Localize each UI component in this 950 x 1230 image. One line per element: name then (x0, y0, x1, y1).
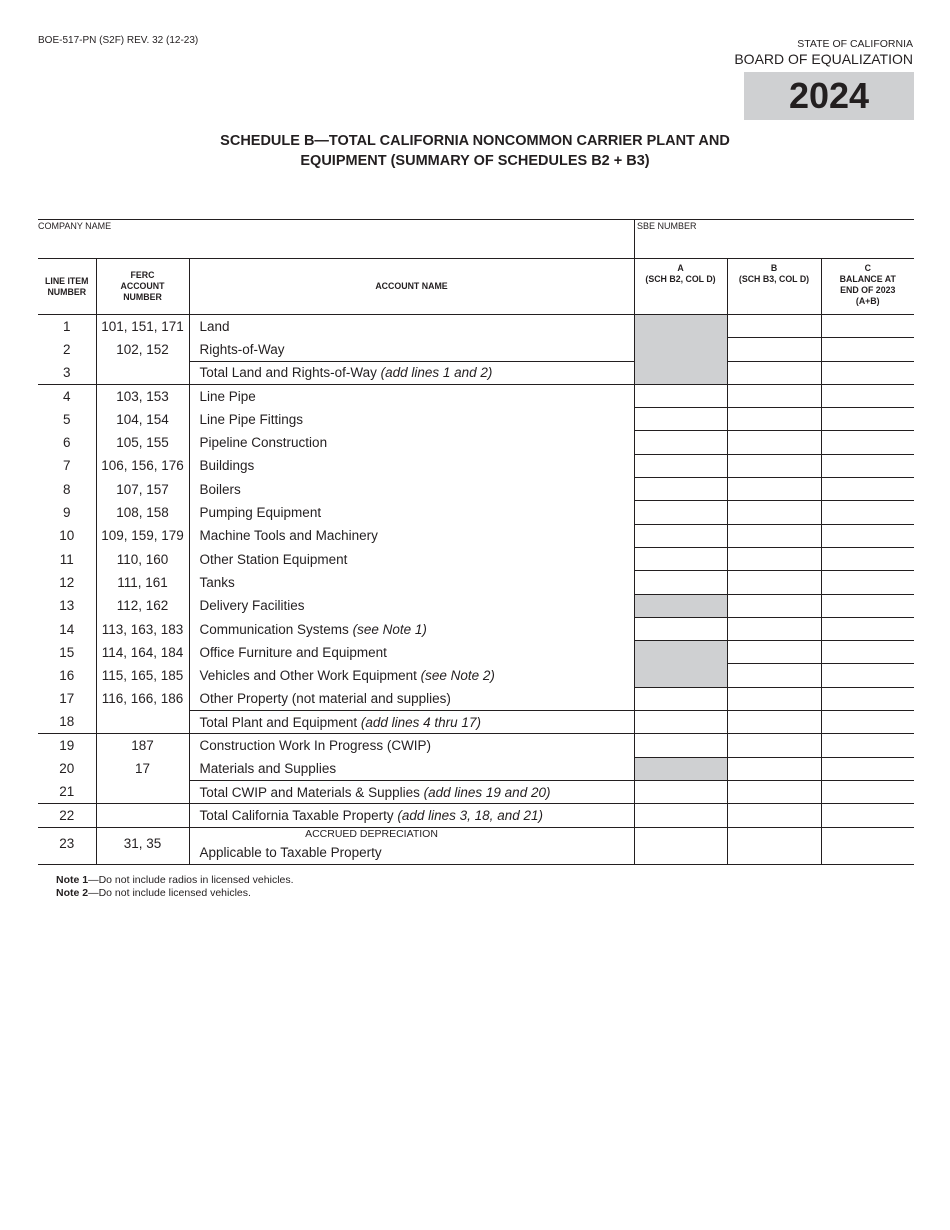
ferc-account: 187 (96, 734, 189, 757)
col-b-input[interactable] (727, 524, 821, 547)
ferc-account: 113, 163, 183 (96, 617, 189, 640)
line-number: 8 (62, 481, 71, 497)
table-row (38, 617, 914, 640)
line-number: 11 (59, 551, 74, 567)
col-a-input[interactable] (634, 571, 727, 594)
line-number: 7 (62, 458, 71, 474)
col-c-input[interactable] (821, 431, 914, 454)
ferc-account: 111, 161 (96, 571, 189, 594)
table-row (38, 804, 914, 827)
account-name: Office Furniture and Equipment (189, 641, 634, 664)
account-name: Total California Taxable Property (add lines 3, 18, and 21) (189, 804, 634, 827)
col-b-input[interactable] (727, 827, 821, 864)
col-c-input[interactable] (821, 804, 914, 827)
sbe-number-field[interactable] (634, 220, 697, 260)
table-row (38, 734, 914, 757)
account-name: Line Pipe Fittings (189, 408, 634, 431)
table-row (38, 361, 914, 384)
col-a-input[interactable] (634, 408, 727, 431)
line-number: 15 (59, 644, 75, 660)
ferc-account: 109, 159, 179 (96, 524, 189, 547)
line-number: 21 (38, 780, 96, 803)
col-c-input[interactable] (821, 617, 914, 640)
account-name: Communication Systems (see Note 1) (189, 617, 634, 640)
year-box: 2024 (744, 72, 914, 120)
col-b-input[interactable] (727, 594, 821, 617)
title-line-1: SCHEDULE B—TOTAL CALIFORNIA NONCOMMON CARRIER PLANT AND (220, 133, 730, 149)
col-c-input[interactable] (821, 408, 914, 431)
ferc-account (96, 711, 189, 734)
table-row (38, 524, 914, 547)
title-line-2: EQUIPMENT (SUMMARY OF SCHEDULES B2 + B3) (300, 153, 650, 169)
board-label: BOARD OF EQUALIZATION (734, 51, 913, 67)
line-number: 22 (38, 804, 96, 827)
note-1: Note 1—Do not include radios in licensed vehicles. (56, 874, 294, 886)
col-line-item-header: LINE ITEM NUMBER (38, 259, 96, 315)
col-b-input[interactable] (727, 687, 821, 710)
col-b-input[interactable] (727, 361, 821, 384)
col-c-input[interactable] (821, 384, 914, 407)
col-a-input[interactable] (634, 384, 727, 407)
col-a-input[interactable] (634, 501, 727, 524)
ferc-account: 112, 162 (96, 594, 189, 617)
account-name: Total Land and Rights-of-Way (add lines 1 and 2) (189, 361, 634, 384)
col-c-input[interactable] (821, 711, 914, 734)
col-a-header: A (SCH B2, COL D) (634, 259, 727, 315)
line-number: 6 (62, 435, 71, 451)
table-row (38, 664, 914, 687)
col-b-input[interactable] (727, 780, 821, 803)
line-number: 23 (38, 827, 96, 864)
col-a-input[interactable] (634, 547, 727, 570)
col-c-input[interactable] (821, 641, 914, 664)
line-number: 13 (59, 598, 75, 614)
col-c-input[interactable] (821, 361, 914, 384)
table-row (38, 641, 914, 664)
ferc-account: 115, 165, 185 (96, 664, 189, 687)
col-a-input (634, 594, 727, 617)
ferc-account: 104, 154 (96, 408, 189, 431)
line-number: 3 (38, 361, 96, 384)
line-number: 2 (62, 341, 71, 357)
page-title (150, 131, 800, 171)
line-number: 5 (62, 411, 71, 427)
col-a-input (634, 315, 727, 338)
ferc-account: 114, 164, 184 (96, 641, 189, 664)
ferc-account (96, 780, 189, 803)
col-a-input[interactable] (634, 454, 727, 477)
account-name: Vehicles and Other Work Equipment (see Note 2) (189, 664, 634, 687)
account-name: Other Property (not material and supplies) (189, 687, 634, 710)
table-row (38, 315, 914, 338)
table-row (38, 384, 914, 407)
table-row (38, 827, 914, 864)
ferc-account: 107, 157 (96, 478, 189, 501)
col-c-input[interactable] (821, 454, 914, 477)
table-row (38, 780, 914, 803)
col-c-input[interactable] (821, 734, 914, 757)
line-number: 12 (59, 574, 75, 590)
col-account-name-header: ACCOUNT NAME (189, 259, 634, 315)
table-row (38, 408, 914, 431)
ferc-account: 108, 158 (96, 501, 189, 524)
table-row (38, 547, 914, 570)
account-name: Total Plant and Equipment (add lines 4 thru 17) (189, 711, 634, 734)
col-a-input (634, 641, 727, 664)
col-a-input[interactable] (634, 780, 727, 803)
col-c-header: C BALANCE AT END OF 2023 (A+B) (821, 259, 914, 315)
line-number: 10 (59, 528, 75, 544)
col-c-input[interactable] (821, 547, 914, 570)
account-name: Rights-of-Way (189, 338, 634, 361)
line-number: 18 (38, 711, 96, 734)
col-b-input[interactable] (727, 478, 821, 501)
col-c-input[interactable] (821, 524, 914, 547)
col-b-header: B (SCH B3, COL D) (727, 259, 821, 315)
col-a-input (634, 757, 727, 780)
col-c-input[interactable] (821, 687, 914, 710)
col-a-input (634, 664, 727, 687)
col-a-input (634, 338, 727, 361)
col-a-input (634, 361, 727, 384)
col-c-input[interactable] (821, 757, 914, 780)
ferc-account: 105, 155 (96, 431, 189, 454)
table-row (38, 711, 914, 734)
account-name: Land (189, 315, 634, 338)
col-c-input[interactable] (821, 571, 914, 594)
table-row (38, 454, 914, 477)
ferc-account: 102, 152 (96, 338, 189, 361)
form-id: BOE-517-PN (S2F) REV. 32 (12-23) (38, 35, 199, 46)
col-b-input[interactable] (727, 711, 821, 734)
col-b-input[interactable] (727, 547, 821, 570)
table-header-row (38, 259, 914, 315)
col-a-input[interactable] (634, 431, 727, 454)
col-b-input[interactable] (727, 571, 821, 594)
col-c-input[interactable] (821, 594, 914, 617)
ferc-account (96, 361, 189, 384)
state-label: STATE OF CALIFORNIA (797, 38, 913, 50)
account-name: Boilers (189, 478, 634, 501)
col-b-input[interactable] (727, 431, 821, 454)
ferc-account: 103, 153 (96, 384, 189, 407)
ferc-account: 106, 156, 176 (96, 454, 189, 477)
account-name: Tanks (189, 571, 634, 594)
line-number: 4 (62, 388, 71, 404)
col-c-input[interactable] (821, 664, 914, 687)
ferc-account: 31, 35 (96, 827, 189, 864)
schedule-table (38, 258, 914, 865)
table-row (38, 757, 914, 780)
table-row (38, 478, 914, 501)
col-a-input[interactable] (634, 827, 727, 864)
line-number: 9 (62, 505, 71, 521)
col-a-input[interactable] (634, 524, 727, 547)
col-c-input[interactable] (821, 338, 914, 361)
table-row (38, 431, 914, 454)
col-a-input[interactable] (634, 687, 727, 710)
col-c-input[interactable] (821, 780, 914, 803)
ferc-account (96, 804, 189, 827)
col-c-input[interactable] (821, 478, 914, 501)
col-b-input[interactable] (727, 757, 821, 780)
col-c-input[interactable] (821, 827, 914, 864)
col-b-input[interactable] (727, 804, 821, 827)
col-b-input[interactable] (727, 384, 821, 407)
table-row (38, 571, 914, 594)
ferc-account: 110, 160 (96, 547, 189, 570)
accrued-depreciation-caption: ACCRUED DEPRECIATION (305, 827, 438, 840)
col-a-input[interactable] (634, 711, 727, 734)
account-name: ACCRUED DEPRECIATION Applicable to Taxable Property (189, 827, 634, 864)
company-info-row (38, 219, 914, 259)
col-b-input[interactable] (727, 338, 821, 361)
col-a-input[interactable] (634, 804, 727, 827)
line-number: 14 (59, 621, 75, 637)
line-number: 1 (62, 318, 71, 334)
table-row (38, 501, 914, 524)
table-row (38, 338, 914, 361)
ferc-account: 17 (96, 757, 189, 780)
line-number: 20 (59, 761, 75, 777)
account-name: Line Pipe (189, 384, 634, 407)
col-b-input[interactable] (727, 641, 821, 664)
account-name: Delivery Facilities (189, 594, 634, 617)
account-name: Construction Work In Progress (CWIP) (189, 734, 634, 757)
col-c-input[interactable] (821, 315, 914, 338)
col-ferc-header: FERC ACCOUNT NUMBER (96, 259, 189, 315)
col-b-input[interactable] (727, 501, 821, 524)
account-name: Machine Tools and Machinery (189, 524, 634, 547)
account-name: Total CWIP and Materials & Supplies (add lines 19 and 20) (189, 780, 634, 803)
col-b-input[interactable] (727, 408, 821, 431)
note-2: Note 2—Do not include licensed vehicles. (56, 887, 251, 899)
line-number: 19 (59, 738, 75, 754)
company-name-field[interactable]: COMPANY NAME (38, 221, 112, 231)
col-b-input[interactable] (727, 734, 821, 757)
ferc-account: 116, 166, 186 (96, 687, 189, 710)
account-name: Materials and Supplies (189, 757, 634, 780)
ferc-account: 101, 151, 171 (96, 315, 189, 338)
col-b-input[interactable] (727, 454, 821, 477)
col-b-input[interactable] (727, 617, 821, 640)
account-name: Buildings (189, 454, 634, 477)
col-b-input[interactable] (727, 315, 821, 338)
table-row (38, 594, 914, 617)
footnotes (56, 874, 294, 900)
col-a-input[interactable] (634, 734, 727, 757)
account-name: Pumping Equipment (189, 501, 634, 524)
col-b-input[interactable] (727, 664, 821, 687)
table-row (38, 687, 914, 710)
line-number: 16 (59, 668, 75, 684)
col-a-input[interactable] (634, 478, 727, 501)
col-a-input[interactable] (634, 617, 727, 640)
sbe-number-label: SBE NUMBER (637, 221, 697, 231)
account-name: Pipeline Construction (189, 431, 634, 454)
account-name: Other Station Equipment (189, 547, 634, 570)
col-c-input[interactable] (821, 501, 914, 524)
line-number: 17 (59, 691, 75, 707)
